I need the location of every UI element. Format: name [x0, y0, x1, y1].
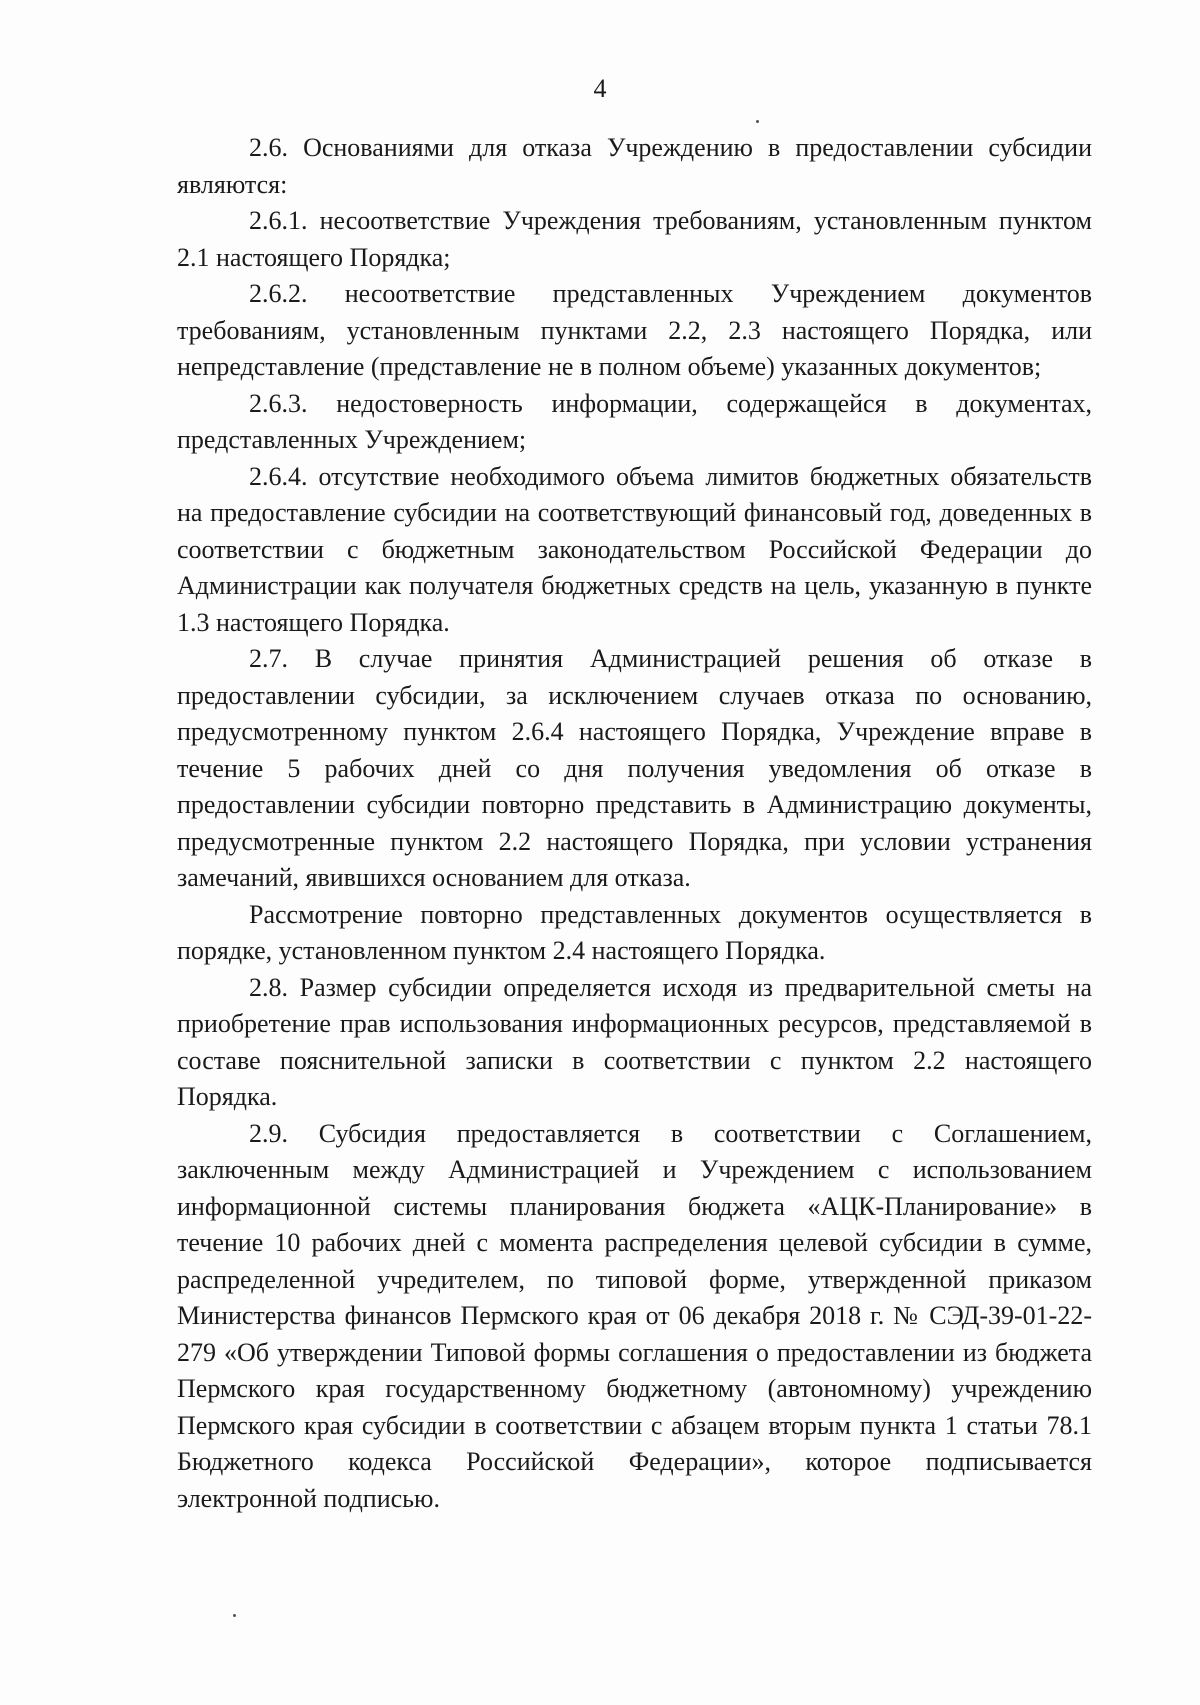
paragraph-2-6-3: 2.6.3. недостоверность информации, содержащейся в документах, представленных Учреждением;	[177, 388, 1092, 454]
scan-speck	[233, 1614, 236, 1617]
paragraph-2-7: 2.7. В случае принятия Администрацией решения об отказе в предоставлении субсидии, за исключением случаев отказа по основанию, предусмотренному пунктом 2.6.4 настоящего Порядка, Учреждение вправе в течение 5 рабочих дней со дня получения уведомления об отказе в предоставлении субсидии повторно представить в Администрацию документы, предусмотренные пунктом 2.2 настоящего Порядка, при условии устранения замечаний, явившихся основанием для отказа.	[177, 644, 1092, 892]
paragraph-2-6-1: 2.6.1. несоответствие Учреждения требованиям, установленным пунктом 2.1 настоящего Порядка;	[177, 206, 1092, 272]
paragraph-2-6: 2.6. Основаниями для отказа Учреждению в предоставлении субсидии являются:	[177, 133, 1092, 199]
paragraph-2-7-review: Рассмотрение повторно представленных документов осуществляется в порядке, установленном пунктом 2.4 настоящего Порядка.	[177, 899, 1092, 965]
scan-speck	[756, 120, 759, 123]
paragraph-2-9: 2.9. Субсидия предоставляется в соответствии с Соглашением, заключенным между Администрацией и Учреждением с использованием информационной системы планирования бюджета «АЦК-Планирование» в течение 10 рабочих дней с момента распределения целевой субсидии в сумме, распределенной учредителем, по типовой форме, утвержденной приказом Министерства финансов Пермского края от 06 декабря 2018 г. № СЭД-39-01-22-279 «Об утверждении Типовой формы соглашения о предоставлении из бюджета Пермского края государственному бюджетному (автономному) учреждению Пермского края субсидии в соответствии с абзацем вторым пункта 1 статьи 78.1 Бюджетного кодекса Российской Федерации», которое подписывается электронной подписью.	[177, 1118, 1092, 1513]
paragraph-2-6-4: 2.6.4. отсутствие необходимого объема лимитов бюджетных обязательств на предоставление субсидии на соответствующий финансовый год, доведенных в соответствии с бюджетным законодательством Российской Федерации до Администрации как получателя бюджетных средств на цель, указанную в пункте 1.3 настоящего Порядка.	[177, 461, 1092, 637]
page-number: 4	[593, 74, 607, 103]
document-body	[177, 130, 1092, 1517]
paragraph-2-6-2: 2.6.2. несоответствие представленных Учреждением документов требованиям, установленным пунктами 2.2, 2.3 настоящего Порядка, или непредставление (представление не в полном объеме) указанных документов;	[177, 279, 1092, 381]
paragraph-2-8: 2.8. Размер субсидии определяется исходя из предварительной сметы на приобретение прав использования информационных ресурсов, представляемой в составе пояснительной записки в соответствии с пунктом 2.2 настоящего Порядка.	[177, 972, 1092, 1111]
